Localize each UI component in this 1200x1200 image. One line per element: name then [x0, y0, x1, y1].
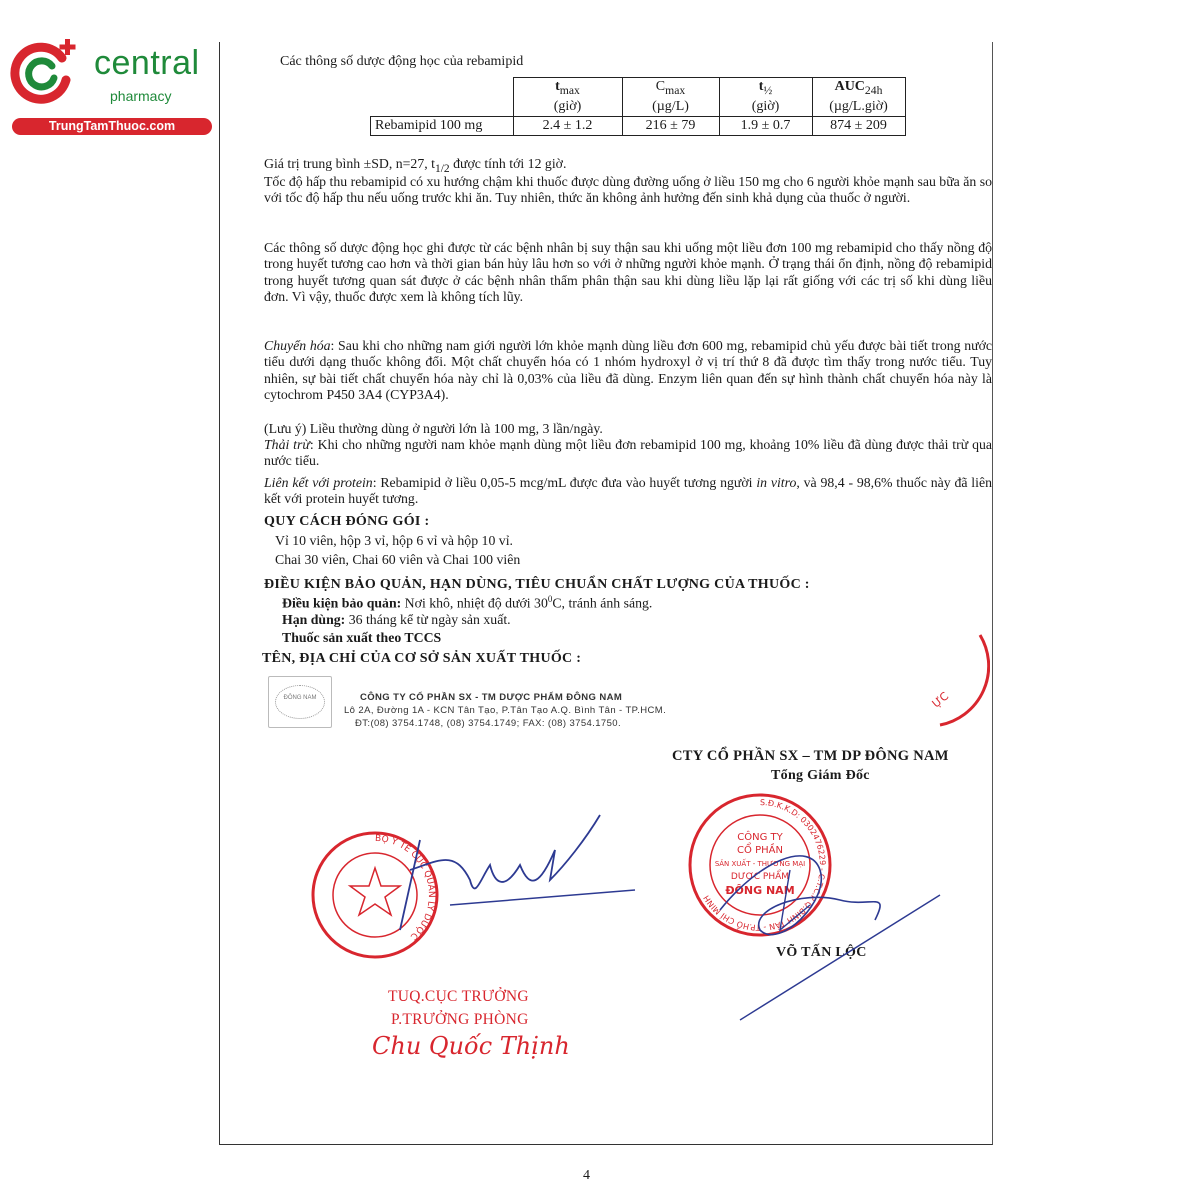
red-signer-name: Chu Quốc Thịnh	[372, 1032, 570, 1060]
pk-cell: 874 ± 209	[812, 116, 905, 135]
manufacturer-logo-text: ĐÔNG NAM	[283, 695, 317, 701]
manufacturer-logo	[268, 676, 332, 728]
svg-text:DƯỢC PHẨM: DƯỢC PHẨM	[730, 872, 790, 882]
para-note-dose: (Lưu ý) Liều thường dùng ở người lớn là 100 mg, 3 lần/ngày.	[264, 421, 603, 436]
svg-text:S.Đ.K.K.D: 0302476229 - C.T.C.: S.Đ.K.K.D: 0302476229 - C.T.C.P Q.BÌNH TÂN - TP.HỒ CHÍ MINH	[701, 797, 827, 933]
pk-header-thalf: $t_{\frac{1}{2}}$ (giờ)	[719, 78, 812, 117]
svg-text:ỰC: ỰC	[929, 689, 952, 711]
brand-name: central	[94, 44, 200, 82]
signer-title: Tổng Giám Đốc	[771, 768, 870, 783]
svg-text:ĐÔNG NAM: ĐÔNG NAM	[725, 884, 795, 897]
pack-line-1: Vỉ 10 viên, hộp 3 vỉ, hộp 6 vỉ và hộp 10 vỉ.	[275, 533, 513, 548]
pk-cell: 1.9 ± 0.7	[719, 116, 812, 135]
svg-text:CÔNG TY: CÔNG TY	[737, 832, 783, 843]
note-line: Giá trị trung bình ±SD, n=27, $t_{1/2}$ được tính tới 12 giờ.	[264, 156, 567, 175]
para-elimination: Thải trừ: Khi cho những người nam khỏe mạnh dùng một liều đơn rebamipid 100 mg, khoảng 10% liều đã dùng được thải trừ qua nước tiểu.	[264, 437, 992, 469]
page-number: 4	[583, 1168, 590, 1183]
table-title: Các thông số dược động học của rebamipid	[280, 54, 524, 69]
svg-text:BỘ Y TẾ CỤC QUẢN LÝ DƯỢC: BỘ Y TẾ CỤC QUẢN LÝ DƯỢC	[374, 833, 436, 942]
tccs-line: Thuốc sản xuất theo TCCS	[282, 630, 442, 645]
para-metabolism: Chuyển hóa: Sau khi cho những nam giới người lớn khỏe mạnh dùng liều đơn 600 mg, rebamipid chủ yếu được bài tiết trong nước tiểu dưới dạng thuốc không đổi. Một chất chuyển hóa có 1 nhóm hydroxyl ở vị trí thứ 8 đã được tìm thấy trong nước tiểu. Tuy nhiên, sự bài tiết chất chuyển hóa này chỉ là 0,03% của liều đã dùng. Enzym liên quan đến sự hình thành chất chuyển hóa này là cytochrom P450 3A4 (CYP3A4).	[264, 338, 992, 402]
pk-data-row	[371, 116, 906, 135]
pk-header-auc: $AUC_{24h}$ (µg/L.giờ)	[812, 78, 905, 117]
pk-header-empty	[371, 78, 514, 117]
storage-line: Điều kiện bảo quản: Nơi khô, nhiệt độ dưới $30^0C$, tránh ánh sáng.	[282, 594, 653, 611]
heading-packaging: QUY CÁCH ĐÓNG GÓI :	[264, 514, 430, 529]
pk-header-tmax: $t_{max}$ (giờ)	[513, 78, 622, 117]
signer-company: CTY CỔ PHẦN SX – TM DP ĐÔNG NAM	[672, 748, 949, 764]
manufacturer-address: Lô 2A, Đường 1A - KCN Tân Tạo, P.Tân Tạo A.Q. Bình Tân - TP.HCM.	[344, 705, 667, 716]
official-signature	[380, 810, 650, 940]
pharmacy-cross-icon	[10, 36, 80, 106]
para-protein-binding: Liên kết với protein: Rebamipid ở liều 0,05-5 mcg/mL được đưa vào huyết tương người in vitro, và 98,4 - 98,6% thuốc này đã liên kết với protein huyết tương.	[264, 475, 992, 507]
svg-text:SẢN XUẤT - THƯƠNG MẠI: SẢN XUẤT - THƯƠNG MẠI	[714, 860, 806, 868]
manufacturer-phone: ĐT:(08) 3754.1748, (08) 3754.1749; FAX: (08) 3754.1750.	[355, 718, 621, 729]
pk-header-cmax: $C_{max}$ (µg/L)	[622, 78, 719, 117]
director-signature	[700, 797, 960, 1030]
para-renal: Các thông số dược động học ghi được từ các bệnh nhân bị suy thận sau khi uống một liều đơn 100 mg rebamipid cho thấy nồng độ trong huyết tương cao hơn và thời gian bán hủy lâu hơn so với ở những người khỏe mạnh. Ở trạng thái ổn định, nồng độ rebamipid trong huyết tương quan sát được ở các bệnh nhân thẩm phân thận sau khi dùng liều lặp lại rất giống với các trị số khi dùng liều đơn. Vì vậy, thuốc được xem là không tích lũy.	[264, 240, 992, 304]
heading-manufacturer: TÊN, ĐỊA CHỈ CỦA CƠ SỞ SẢN XUẤT THUỐC :	[262, 651, 582, 666]
signer-name: VÕ TẤN LỘC	[776, 945, 867, 960]
manufacturer-logo-mark	[275, 685, 325, 719]
para-absorption: Tốc độ hấp thu rebamipid có xu hướng chậm khi thuốc được dùng đường uống ở liều 150 mg cho 6 người khỏe mạnh sau bữa ăn so với tốc độ hấp thu nếu uống trước khi ăn. Tuy nhiên, thức ăn không ảnh hưởng đến sinh khả dụng của thuốc ở người.	[264, 174, 992, 206]
pk-table	[370, 77, 906, 136]
pack-line-2: Chai 30 viên, Chai 60 viên và Chai 100 viên	[275, 552, 521, 567]
shelf-life-line: Hạn dùng: 36 tháng kể từ ngày sản xuất.	[282, 612, 511, 627]
heading-storage: ĐIỀU KIỆN BẢO QUẢN, HẠN DÙNG, TIÊU CHUẨN CHẤT LƯỢNG CỦA THUỐC :	[264, 577, 810, 592]
svg-text:CỔ PHẦN: CỔ PHẦN	[737, 845, 783, 856]
pk-cell: 2.4 ± 1.2	[513, 116, 622, 135]
pk-header-row	[371, 78, 906, 117]
manufacturer-name: CÔNG TY CỔ PHẦN SX - TM DƯỢC PHẨM ĐÔNG NAM	[360, 692, 623, 703]
pk-row-label: Rebamipid 100 mg	[371, 116, 514, 135]
pk-cell: 216 ± 79	[622, 116, 719, 135]
red-title-2: P.TRƯỞNG PHÒNG	[391, 1011, 529, 1028]
red-title-1: TUQ.CỤC TRƯỞNG	[388, 988, 529, 1005]
partial-seal	[880, 625, 990, 735]
brand-sub: pharmacy	[110, 88, 172, 104]
brand-url[interactable]: TrungTamThuoc.com	[12, 118, 212, 135]
brand-logo[interactable]	[10, 36, 215, 136]
